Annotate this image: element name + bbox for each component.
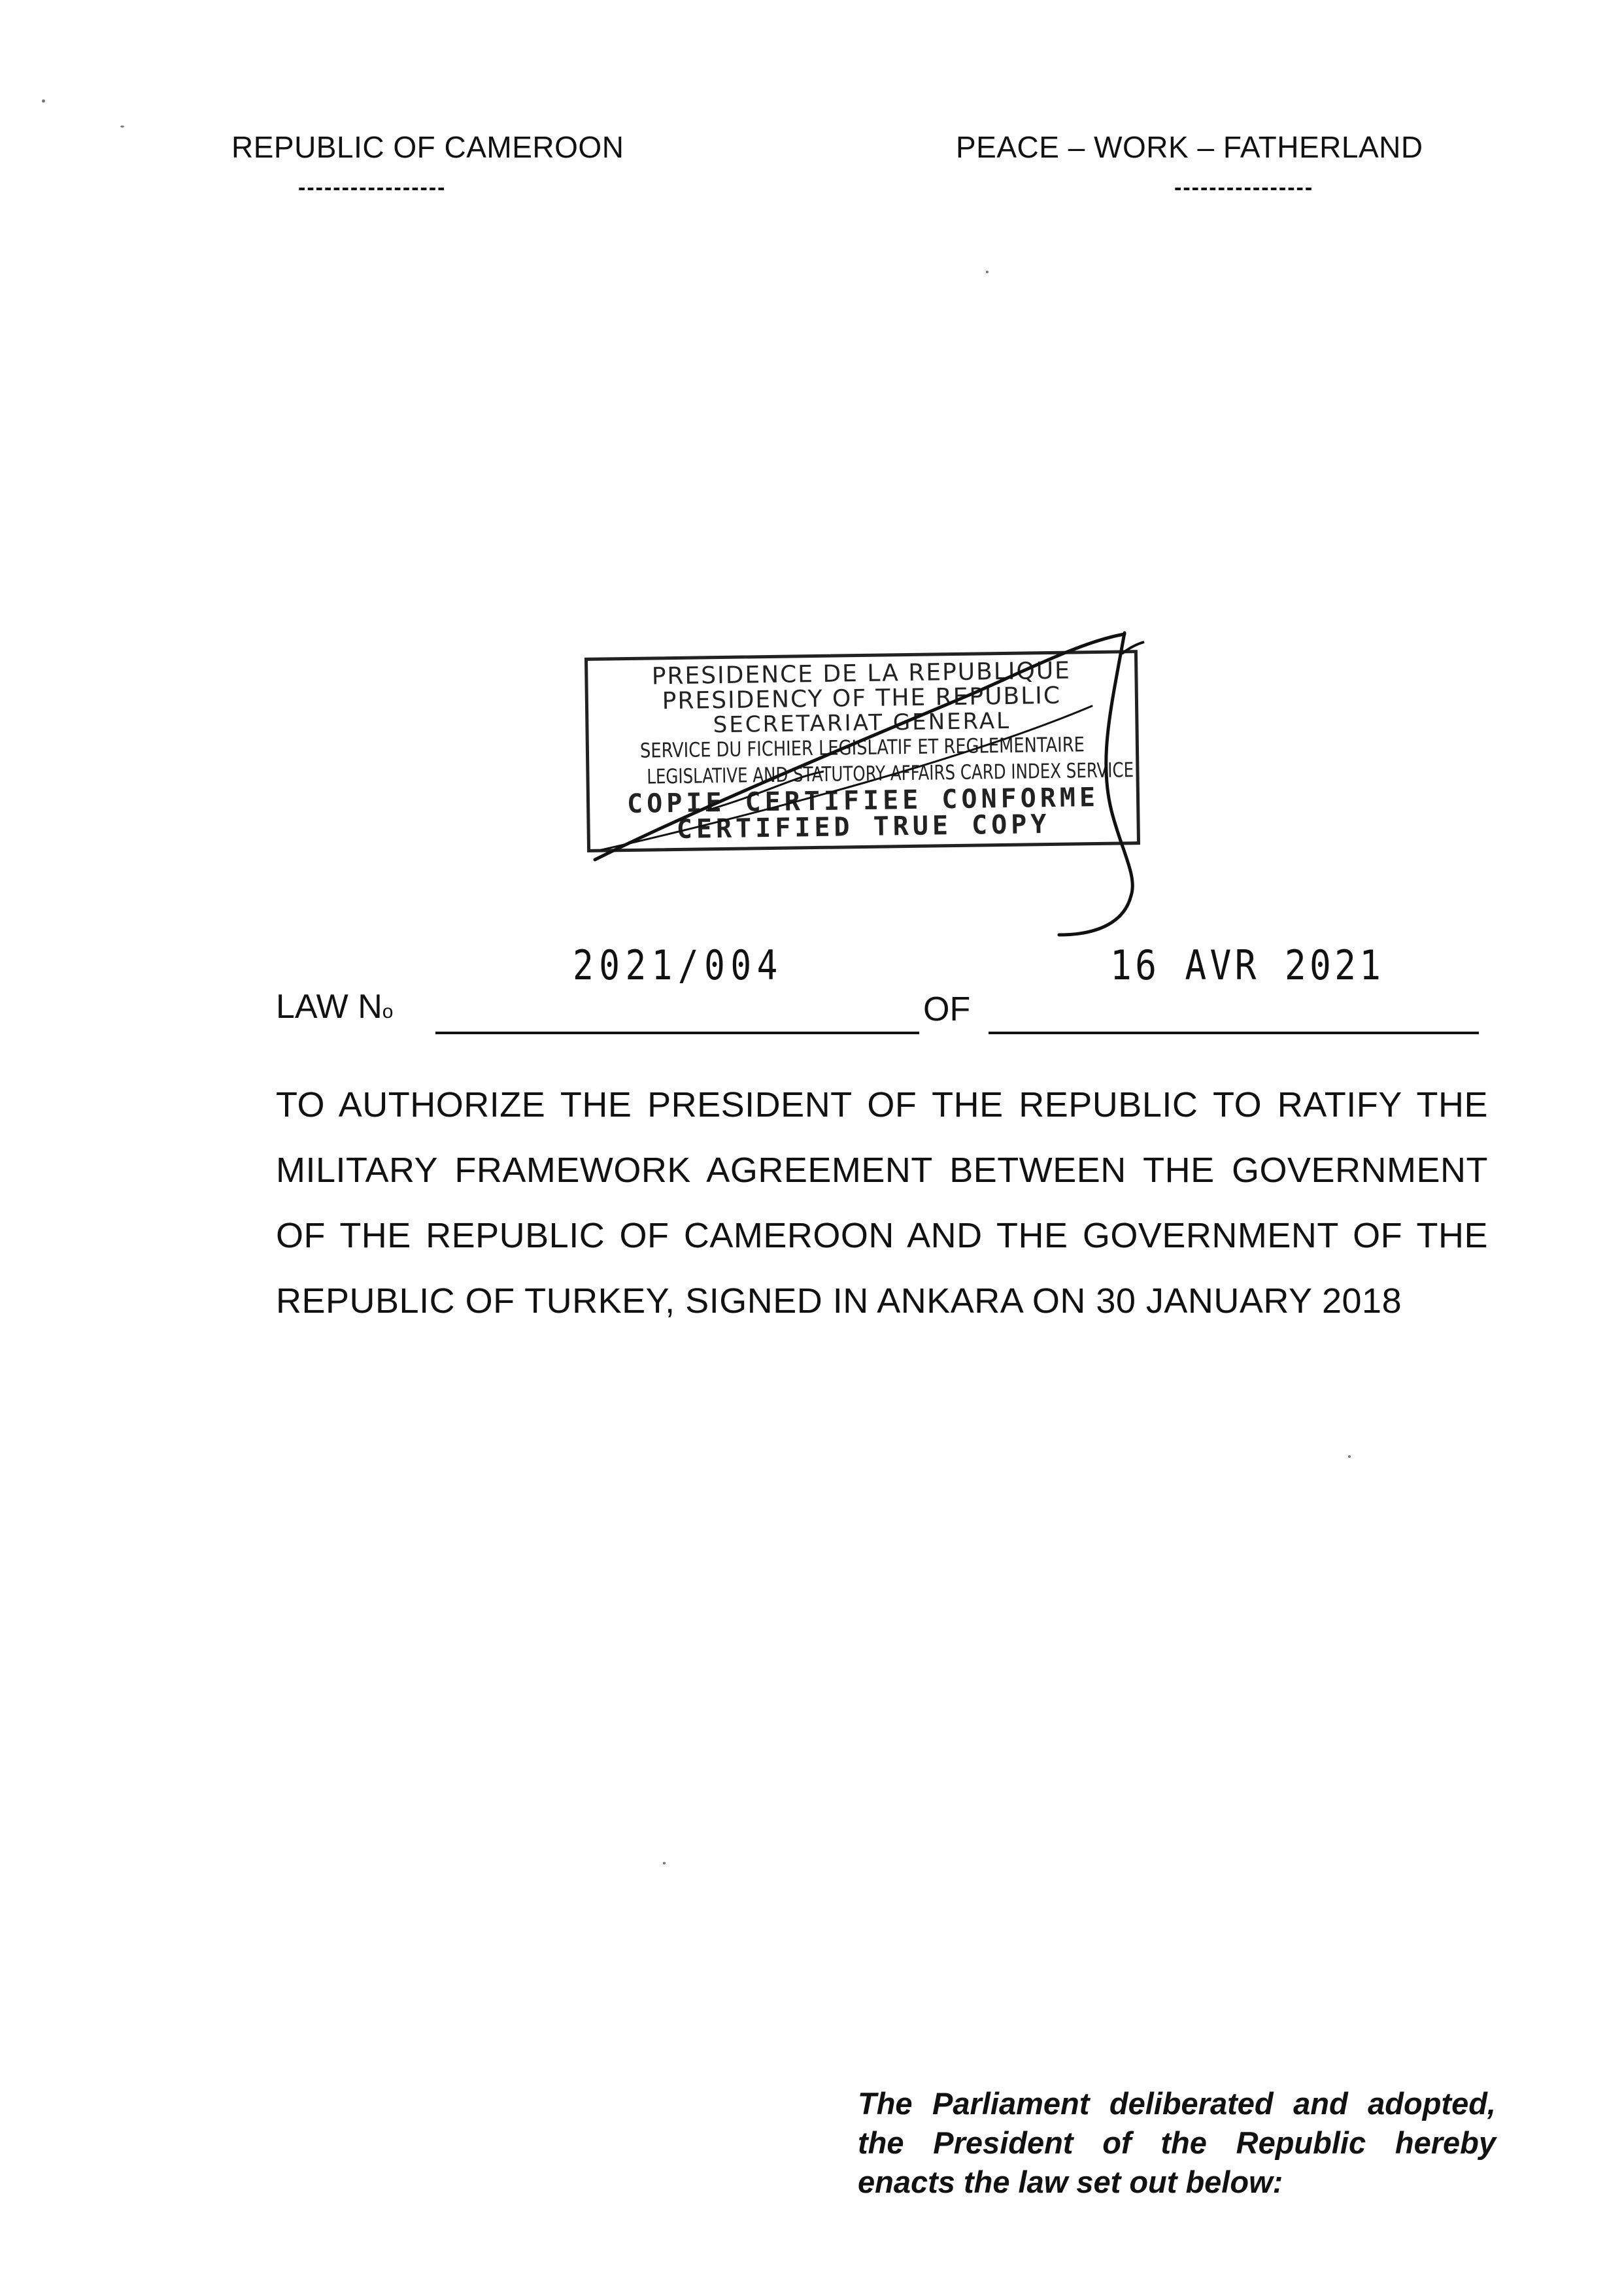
- scan-speck: [120, 126, 124, 127]
- scan-speck: [663, 1862, 666, 1864]
- scan-speck: [986, 271, 989, 273]
- stamp-line: SECRETARIAT GENERAL: [713, 707, 1011, 739]
- stamp-line: LEGISLATIVE AND STATUTORY AFFAIRS CARD INDEX SERVICE: [647, 758, 1134, 789]
- header-motto-divider: ----------------: [1174, 175, 1314, 200]
- stamp-line: COPIE CERTIFIEE CONFORME: [626, 782, 1100, 820]
- scan-speck: [42, 99, 45, 103]
- of-label: OF: [923, 990, 971, 1028]
- stamp-line: CERTIFIED TRUE COPY: [676, 809, 1051, 845]
- stamp-line: SERVICE DU FICHIER LEGISLATIF ET REGLEMENTAIRE: [639, 733, 1085, 763]
- header-country-divider: -----------------: [298, 175, 447, 200]
- law-number-row: [276, 941, 1479, 1033]
- enactment-formula: The Parliament deliberated and adopted, the President of the Republic hereby enacts the law set out below:: [858, 2086, 1496, 2199]
- law-label: LAW No: [276, 988, 394, 1026]
- header-country: REPUBLIC OF CAMEROON: [231, 130, 624, 164]
- stamp-line: PRESIDENCE DE LA REPUBLIQUE: [651, 657, 1072, 690]
- law-number: 2021/004: [573, 941, 783, 989]
- scan-speck: [1348, 1455, 1351, 1458]
- handwritten-signature: [575, 615, 1203, 954]
- law-label-subscript: o: [382, 1001, 394, 1022]
- header-motto: PEACE – WORK – FATHERLAND: [956, 130, 1423, 164]
- law-date-underline: [989, 1032, 1479, 1034]
- law-title: TO AUTHORIZE THE PRESIDENT OF THE REPUBLIC TO RATIFY THE MILITARY FRAMEWORK AGREEMENT BETWEEN THE GOVERNMENT OF THE REPUBLIC OF CAMEROON AND THE GOVERNMENT OF THE REPUBLIC OF TURKEY, SIGNED IN ANKARA ON 30 JANUARY 2018: [276, 1085, 1488, 1321]
- stamp-line: PRESIDENCY OF THE REPUBLIC: [662, 682, 1062, 715]
- law-date: 16 AVR 2021: [1110, 941, 1385, 989]
- law-number-underline: [435, 1032, 919, 1034]
